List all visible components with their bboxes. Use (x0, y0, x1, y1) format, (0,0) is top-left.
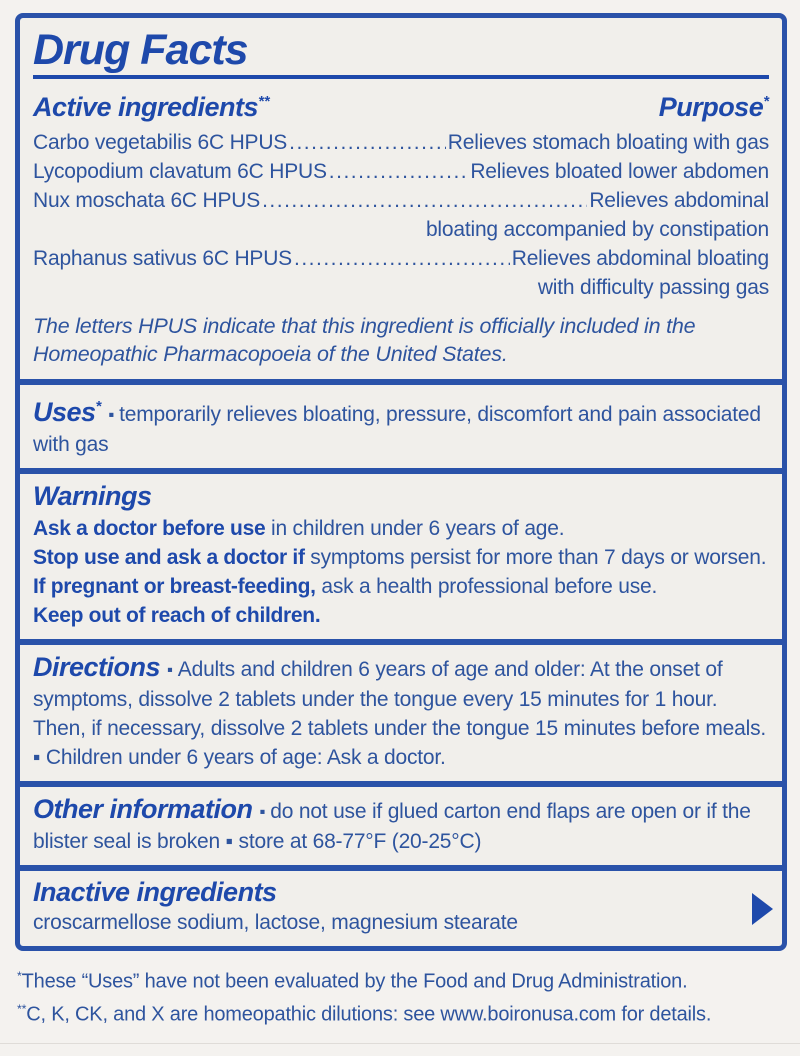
other-information-heading: Other information (33, 794, 253, 824)
ingredient-purpose: Relieves abdominal bloating (511, 247, 769, 270)
footnote-line (17, 963, 800, 996)
hpus-note: The letters HPUS indicate that this ingredient is officially included in the Homeopathic Pharmacopoeia of the United States. (33, 314, 696, 366)
ingredient-list (33, 128, 769, 302)
uses-paragraph (33, 391, 769, 459)
title-divider (33, 75, 769, 79)
directions-heading: Directions (33, 652, 161, 682)
directions-text: Adults and children 6 years of age and older: At the onset of symptoms, dissolve 2 tablets under the tongue every 15 minutes for 1 hour. Then, if necessary, dissolve 2 tablets under the tongue 15 minutes before meals. ▪ Children under 6 years of age: Ask a doctor. (33, 658, 767, 769)
purpose-label: Purpose (658, 92, 764, 122)
drug-facts-title: Drug Facts (33, 26, 248, 74)
uses-label: Uses (33, 397, 96, 427)
asterisk-superscript: * (95, 399, 102, 415)
double-asterisk-superscript: ** (17, 1001, 27, 1016)
inactive-ingredients-heading: Inactive ingredients (33, 877, 277, 907)
other-information-text: do not use if glued carton end flaps are open or if the blister seal is broken ▪ store at 68-77°F (20-25°C) (33, 800, 751, 853)
warning-lead-in: If pregnant or breast-feeding, (33, 575, 316, 598)
footnote-text: These “Uses” have not been evaluated by the Food and Drug Administration. (21, 970, 688, 993)
ingredient-purpose: Relieves bloated lower abdomen (470, 160, 769, 183)
footnotes (17, 963, 800, 1028)
ingredient-purpose: Relieves abdominal (589, 189, 769, 212)
section-other-information (20, 781, 782, 865)
dot-leader (329, 157, 469, 186)
ingredient-row (33, 186, 769, 215)
section-warnings (20, 468, 782, 639)
uses-text: temporarily relieves bloating, pressure, discomfort and pain associated with gas (33, 403, 761, 456)
asterisk-superscript: * (763, 94, 769, 110)
warning-lead-in: Ask a doctor before use (33, 517, 266, 540)
asterisk-superscript: * (17, 969, 22, 983)
dot-leader (289, 128, 446, 157)
footnote-text: C, K, CK, and X are homeopathic dilutions: see www.boironusa.com for details. (26, 1003, 712, 1026)
square-bullet-icon: ▪ (259, 802, 266, 821)
warning-text: symptoms persist for more than 7 days or worsen. (304, 546, 767, 569)
warning-line (33, 572, 769, 601)
drug-facts-panel (15, 13, 787, 951)
warning-text: in children under 6 years of age. (265, 517, 565, 540)
warning-line (33, 543, 769, 572)
warning-lead-in: Stop use and ask a doctor if (33, 546, 305, 569)
ingredient-name: Carbo vegetabilis 6C HPUS (33, 131, 288, 154)
carton-edge-seam (0, 1043, 800, 1044)
footnote-line (17, 996, 800, 1029)
section-uses (20, 379, 782, 468)
active-ingredients-label: Active ingredients (33, 92, 259, 122)
ingredient-name: Nux moschata 6C HPUS (33, 189, 261, 212)
inactive-ingredients-text: croscarmellose sodium, lactose, magnesium stearate (33, 911, 518, 934)
warning-line (33, 601, 769, 630)
warning-text: ask a health professional before use. (315, 575, 658, 598)
right-arrow-icon (752, 893, 773, 925)
active-ingredients-heading (33, 86, 270, 123)
ingredient-row (33, 244, 769, 273)
ingredients-column-headers (33, 86, 769, 123)
double-asterisk-superscript: ** (258, 94, 270, 110)
section-inactive-ingredients (20, 865, 782, 946)
warning-lead-in: Keep out of reach of children. (33, 604, 321, 627)
uses-heading (33, 397, 101, 427)
ingredient-name: Raphanus sativus 6C HPUS (33, 247, 292, 270)
ingredient-purpose-continuation: bloating accompanied by constipation (425, 218, 769, 241)
section-active-ingredients (20, 18, 782, 379)
warnings-heading: Warnings (33, 481, 152, 511)
directions-paragraph (33, 651, 769, 772)
section-directions (20, 639, 782, 781)
ingredient-row (33, 128, 769, 157)
ingredient-purpose-continuation: with difficulty passing gas (537, 276, 769, 299)
ingredient-name: Lycopodium clavatum 6C HPUS (33, 160, 327, 183)
purpose-heading (659, 86, 769, 123)
dot-leader (294, 244, 510, 273)
square-bullet-icon: ▪ (108, 405, 115, 424)
other-information-paragraph (33, 793, 769, 856)
dot-leader (262, 186, 587, 215)
warning-line (33, 514, 769, 543)
square-bullet-icon: ▪ (167, 660, 173, 679)
ingredient-row (33, 157, 769, 186)
ingredient-purpose: Relieves stomach bloating with gas (447, 131, 769, 154)
